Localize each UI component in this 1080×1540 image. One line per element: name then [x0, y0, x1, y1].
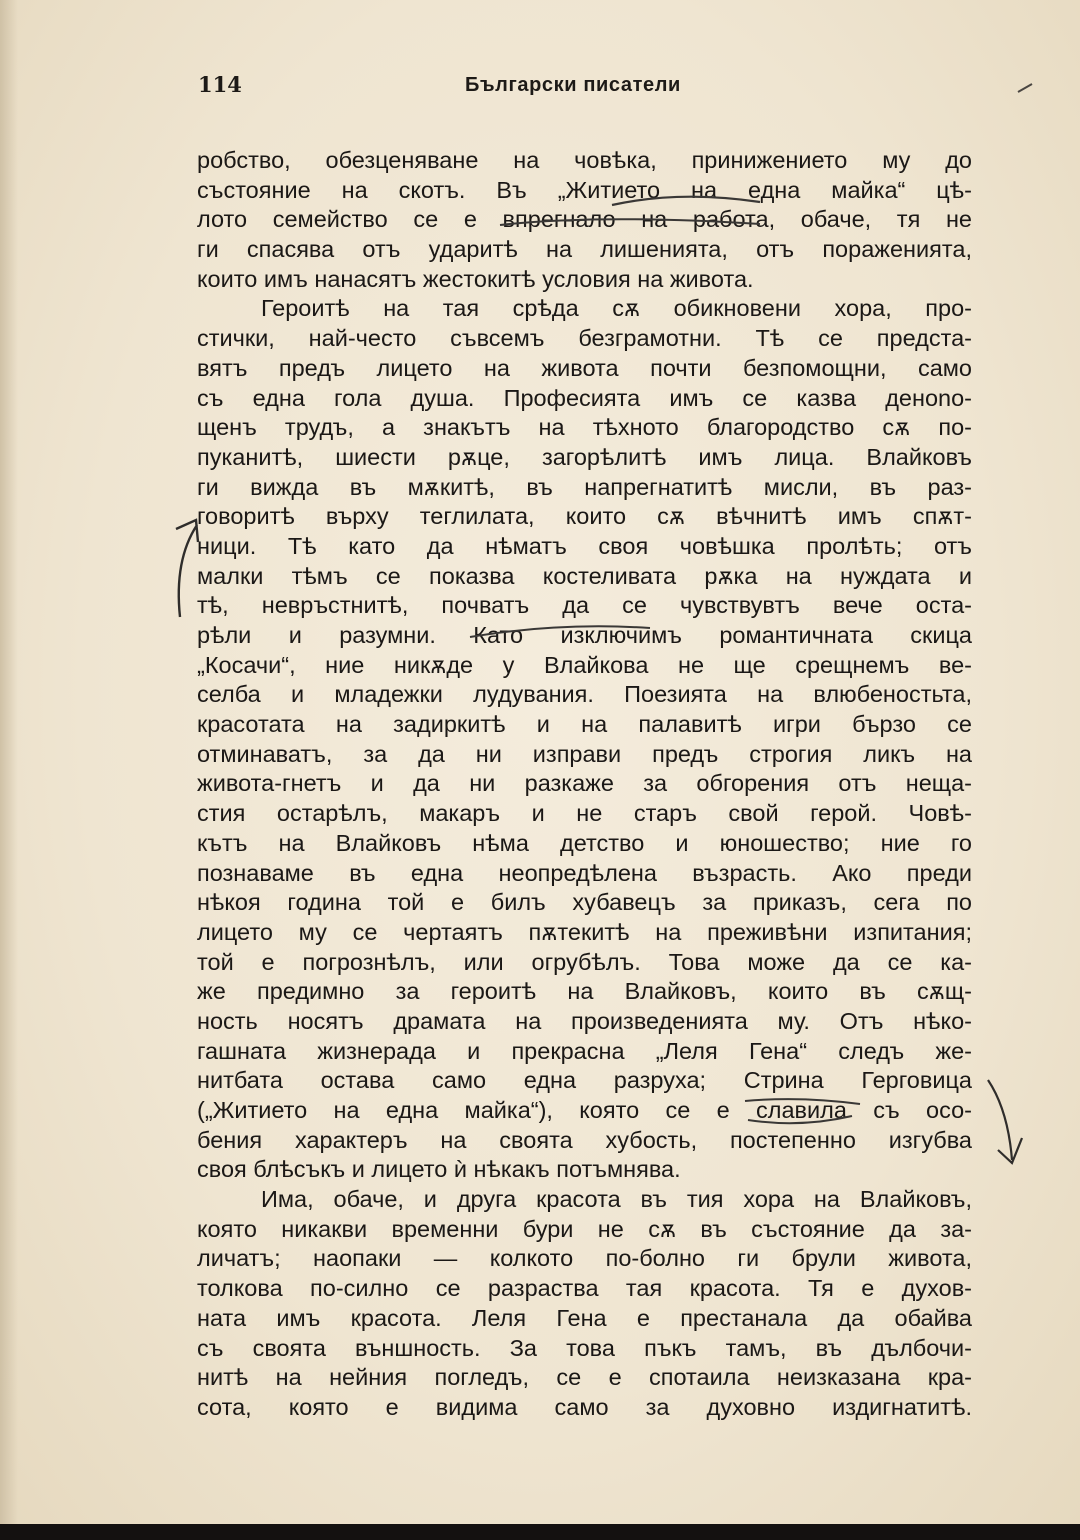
text-line: нитѣ на нейния погледъ, се е спотаила неизказана кра-: [197, 1364, 972, 1391]
scan-border: [0, 1524, 1080, 1540]
text-line: съ една гола душа. Професията имъ се казва денono-: [197, 384, 972, 411]
text-line: своя блѣсъкъ и лицето ѝ нѣкакъ потъмнява.: [197, 1156, 681, 1183]
text-line: („Житието на една майка“), която се е славила съ осо-: [197, 1097, 972, 1123]
text-line: която никакви временни бури не сѫ въ състояние да за-: [197, 1215, 972, 1242]
text-line: бения характеръ на своята хубость, постепенно изгубва: [197, 1126, 972, 1153]
text-line: нитбата остава само една разруха; Стрина Герговица: [197, 1067, 972, 1094]
text-line: ници. Тѣ като да нѣматъ своя човѣшка пролѣть; отъ: [197, 532, 972, 559]
text-line: лото семейство се е впрегнало на работа, обаче, тя не: [197, 206, 972, 233]
text-line: малки тѣмъ се показва костеливата рѫка на нуждата и: [197, 562, 972, 589]
text-line: стия остарѣлъ, макаръ и не старъ свой герой. Човѣ-: [197, 800, 972, 827]
text-line: отминаватъ, за да ни изправи предъ строгия ликъ на: [197, 740, 972, 767]
text-line: вятъ предъ лицето на живота почти безпомощни, само: [197, 354, 972, 381]
text-line: же предимно за героитѣ на Влайковъ, които въ сѫщ-: [197, 978, 972, 1005]
text-line: личатъ; наопаки — колкото по-болно ги брули живота,: [197, 1245, 972, 1272]
text-line: ната имъ красота. Леля Гена е престанала да обайва: [197, 1304, 972, 1331]
running-title: Български писатели: [465, 74, 681, 96]
text-line: кътъ на Влайковъ нѣма детство и юношество; ние го: [197, 829, 972, 856]
text-line: рѣли и разумни. Като изключимъ романтичната скица: [197, 622, 972, 648]
text-line: той е погрознѣлъ, или огрубѣлъ. Това може да се ка-: [197, 948, 972, 975]
text-line: тѣ, невръстнитѣ, почватъ да се чувствувтъ вече оста-: [197, 592, 972, 619]
text-line: Героитѣ на тая срѣда сѫ обикновени хора, про-: [261, 295, 972, 322]
text-line: които имъ нанасятъ жестокитѣ условия на живота.: [197, 265, 754, 292]
text-line: съ своята външность. За това пъкъ тамъ, въ дълбочи-: [197, 1334, 972, 1361]
text-line: лицето му се чертаятъ пѫтекитѣ на преживѣни изпитания;: [197, 918, 972, 945]
text-line: познаваме въ една неопредѣлена възрасть. Ако преди: [197, 859, 972, 886]
text-line: красотата на задиркитѣ и на палавитѣ игри бързо се: [197, 711, 972, 738]
pencil-arrow-left: [176, 520, 198, 617]
text-line: ги вижда въ мѫкитѣ, въ напрегнатитѣ мисли, въ раз-: [197, 473, 972, 500]
text-line: Има, обаче, и друга красота въ тия хора на Влайковъ,: [261, 1186, 972, 1213]
text-line: пуканитѣ, шиести рѫце, загорѣлитѣ имъ лица. Влайковъ: [197, 443, 972, 470]
text-line: гашната жизнерада и прекрасна „Леля Гена“ следъ же-: [197, 1037, 972, 1064]
page-edge-shadow: [0, 0, 18, 1524]
text-line: селба и младежки лудувания. Поезията на влюбеностьта,: [197, 681, 972, 708]
text-line: ги спасява отъ ударитѣ на лишенията, отъ пораженията,: [197, 236, 972, 263]
page-header: [0, 72, 1080, 102]
text-line: щенъ трудъ, а знакътъ на тѣхното благородство сѫ по-: [197, 414, 972, 441]
text-line: толкова по-силно се разраства тая красота. Тя е духов-: [197, 1275, 972, 1302]
text-line: сота, която е видима само за духовно издигнатитѣ.: [197, 1393, 972, 1420]
text-line: нѣкоя година той е билъ хубавецъ за приказъ, сега по: [197, 889, 972, 916]
text-line: ность носятъ драмата на произведенията му. Отъ нѣко-: [197, 1007, 972, 1034]
text-line: „Косачи“, ние никѫде у Влайкова не ще срещнемъ ве-: [197, 651, 972, 678]
pencil-arrow-right: [988, 1080, 1022, 1163]
page-number: 114: [198, 72, 242, 97]
body-text: [197, 146, 972, 1423]
text-line: робство, обезценяване на човѣка, принижението му до: [197, 147, 972, 173]
text-line: стички, най-често съвсемъ безграмотни. Тѣ се предста-: [197, 325, 972, 352]
text-line: състояние на скотъ. Въ „Житието на една майка“ цѣ-: [197, 176, 972, 203]
text-line: живота-гнетъ и да ни разкаже за обгорения отъ неща-: [197, 770, 972, 797]
text-line: говоритѣ върху теглилата, които сѫ вѣчнитѣ имъ спѫт-: [197, 503, 972, 530]
